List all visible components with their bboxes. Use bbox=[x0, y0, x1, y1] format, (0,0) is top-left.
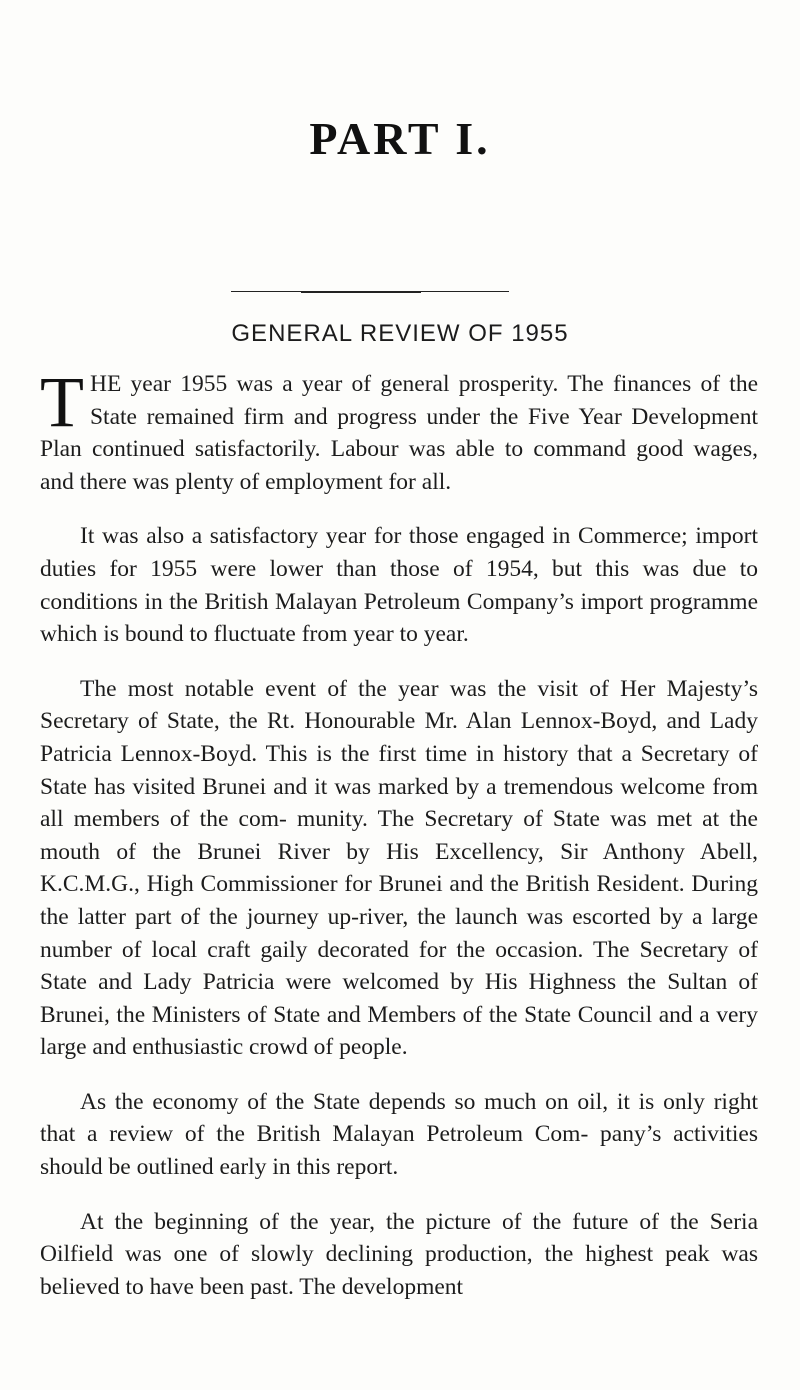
paragraph-2: It was also a satisfactory year for those engaged in Commerce; import duties for 1955 were lower than those of 1954, but this was due to conditions in the British Malayan Petroleum Company’s import programme which is bound to fluctuate from year to year. bbox=[40, 523, 758, 648]
paragraph-4: As the economy of the State depends so much on oil, it is only right that a review of the British Malayan Petroleum Com- pany’s activities should be outlined early in this report. bbox=[40, 1088, 758, 1181]
part-heading: PART I. bbox=[309, 113, 491, 164]
paragraph-1 bbox=[40, 362, 758, 498]
paragraph-3: The most notable event of the year was the visit of Her Majesty’s Secretary of State, the Rt. Honourable Mr. Alan Lennox-Boyd, and Lady Patricia Lennox-Boyd. This is the first time in history that a Secretary of State has visited Brunei and it was marked by a tremendous welcome from all members of the com- munity. The Secretary of State was met at the mouth of the Brunei River by His Excellency, Sir Anthony Abell, K.C.M.G., High Commissioner for Brunei and the British Resident. During the latter part of the journey up-river, the launch was escorted by a large number of local craft gaily decorated for the occasion. The Secretary of State and Lady Patricia were welcomed by His Highness the Sultan of Brunei, the Ministers of State and Members of the State Council and a very large and enthusiastic crowd of people. bbox=[40, 675, 758, 1061]
drop-cap: T bbox=[40, 362, 84, 442]
heading-divider bbox=[231, 291, 509, 292]
paragraph-1-text: HE year 1955 was a year of general prosperity. The finances of the State remained firm and progress under the Five Year Development Plan continued satisfactorily. Labour was able to command good wages, and there was plenty of employment for all. bbox=[40, 371, 758, 495]
paragraph-5: At the beginning of the year, the picture of the future of the Seria Oilfield was one of slowly declining production, the highest peak was believed to have been past. The development bbox=[40, 1208, 758, 1300]
section-title: GENERAL REVIEW OF 1955 bbox=[231, 320, 569, 347]
body-text bbox=[40, 362, 758, 1325]
